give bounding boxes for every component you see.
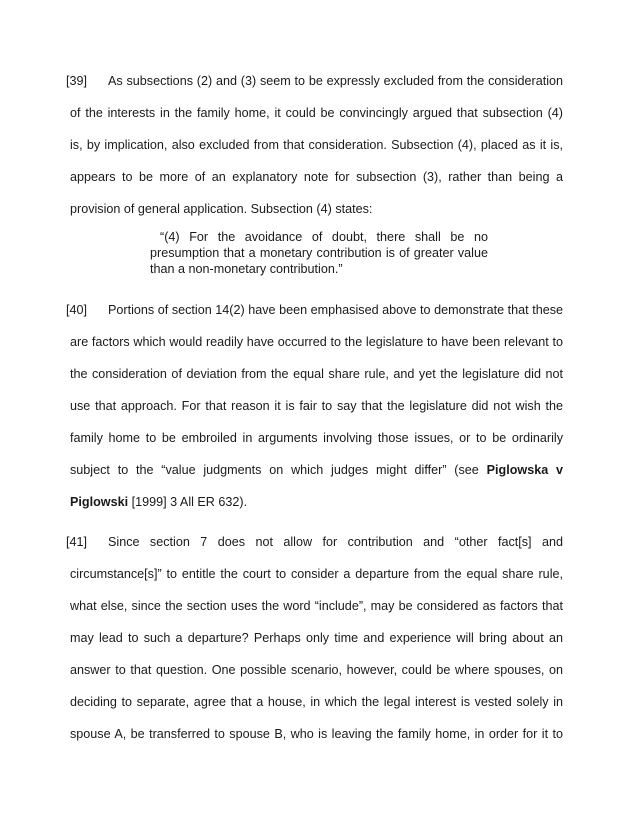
block-quote-line-1: “(4) For the avoidance of doubt, there shall be no [160, 230, 488, 244]
paragraph-text: As subsections (2) and (3) seem to be expressly excluded from the consideration [108, 74, 563, 88]
paragraph-41-line-6: deciding to separate, agree that a house, in which the legal interest is vested solely in [70, 695, 563, 709]
paragraph-text: Portions of section 14(2) have been emphasised above to demonstrate that these [108, 303, 563, 317]
paragraph-40-line-5: family home to be embroiled in arguments involving those issues, or to be ordinarily [70, 431, 563, 445]
paragraph-39-line-4: appears to be more of an explanatory note for subsection (3), rather than being a [70, 170, 563, 184]
paragraph-41-line-4: may lead to such a departure? Perhaps only time and experience will bring about an [70, 631, 563, 645]
paragraph-40-line-1 [66, 302, 563, 318]
paragraph-39-line-1 [66, 73, 563, 89]
paragraph-39-line-3: is, by implication, also excluded from that consideration. Subsection (4), placed as it is, [70, 138, 563, 152]
paragraph-text: Since section 7 does not allow for contribution and “other fact[s] and [108, 535, 563, 549]
paragraph-39-line-2: of the interests in the family home, it could be convincingly argued that subsection (4) [70, 106, 563, 120]
paragraph-41-line-3: what else, since the section uses the word “include”, may be considered as factors that [70, 599, 563, 613]
case-citation: Piglowski [70, 495, 129, 509]
paragraph-41-line-2: circumstance[s]” to entitle the court to consider a departure from the equal share rule, [70, 567, 563, 581]
paragraph-41-line-1 [66, 534, 563, 550]
paragraph-number: [40] [66, 303, 88, 317]
paragraph-40-line-3: the consideration of deviation from the equal share rule, and yet the legislature did not [70, 367, 563, 381]
paragraph-text: subject to the “value judgments on which judges might differ” (see [70, 463, 479, 477]
paragraph-40-line-7 [70, 494, 563, 510]
paragraph-40-line-6 [70, 462, 563, 478]
paragraph-41-line-7: spouse A, be transferred to spouse B, who is leaving the family home, in order for it to [70, 727, 563, 741]
paragraph-40-line-2: are factors which would readily have occurred to the legislature to have been relevant to [70, 335, 563, 349]
paragraph-number: [41] [66, 535, 88, 549]
case-citation: Piglowska v [486, 463, 563, 477]
paragraph-39-line-5: provision of general application. Subsection (4) states: [70, 202, 373, 216]
paragraph-text: [1999] 3 All ER 632). [131, 495, 248, 509]
block-quote-line-2: presumption that a monetary contribution is of greater value [150, 246, 488, 260]
paragraph-number: [39] [66, 74, 88, 88]
paragraph-41-line-5: answer to that question. One possible scenario, however, could be where spouses, on [70, 663, 563, 677]
block-quote-line-3: than a non-monetary contribution.” [150, 262, 343, 276]
paragraph-40-line-4: use that approach. For that reason it is fair to say that the legislature did not wish the [70, 399, 563, 413]
